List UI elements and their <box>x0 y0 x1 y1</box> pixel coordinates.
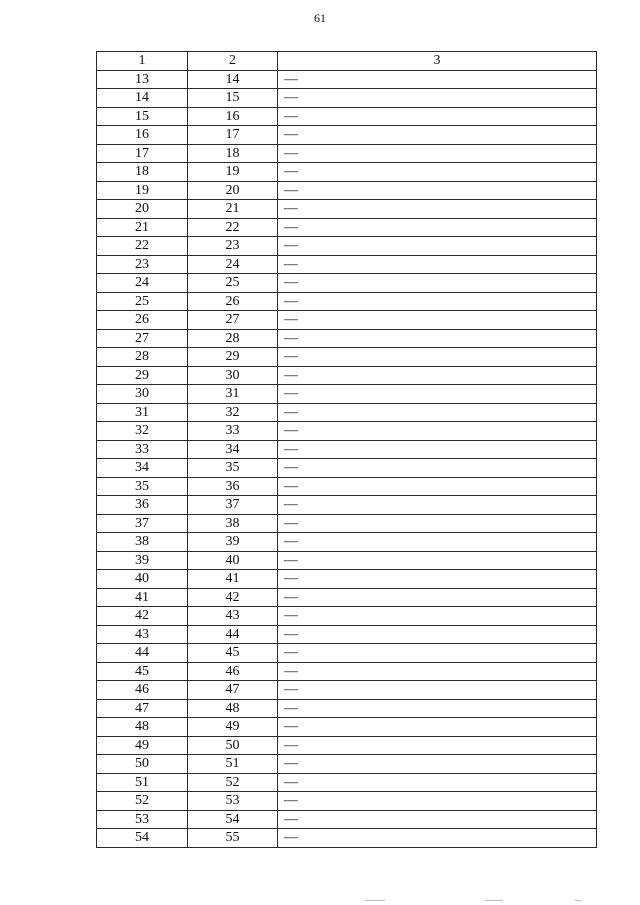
table-row <box>97 366 597 385</box>
row-cell-col2: 36 <box>188 477 278 496</box>
row-cell-col1: 31 <box>97 403 188 422</box>
row-cell-col1: 15 <box>97 107 188 126</box>
row-cell-col2: 41 <box>188 570 278 589</box>
row-cell-col1: 46 <box>97 681 188 700</box>
row-cell-col3: — <box>278 329 597 348</box>
row-cell-col2: 45 <box>188 644 278 663</box>
row-cell-col1: 23 <box>97 255 188 274</box>
table-row <box>97 533 597 552</box>
table-row <box>97 107 597 126</box>
row-cell-col2: 53 <box>188 792 278 811</box>
row-cell-col3: — <box>278 422 597 441</box>
row-cell-col3: — <box>278 681 597 700</box>
row-cell-col2: 55 <box>188 829 278 848</box>
table-body <box>97 70 597 847</box>
row-cell-col3: — <box>278 107 597 126</box>
row-cell-col2: 40 <box>188 551 278 570</box>
row-cell-col2: 26 <box>188 292 278 311</box>
table-row <box>97 70 597 89</box>
table-row <box>97 440 597 459</box>
table-row <box>97 311 597 330</box>
row-cell-col2: 44 <box>188 625 278 644</box>
table-row <box>97 792 597 811</box>
table-row <box>97 829 597 848</box>
row-cell-col3: — <box>278 200 597 219</box>
row-cell-col1: 25 <box>97 292 188 311</box>
page-number: 61 <box>314 11 326 25</box>
row-cell-col1: 13 <box>97 70 188 89</box>
row-cell-col1: 35 <box>97 477 188 496</box>
table-row <box>97 181 597 200</box>
table-row <box>97 810 597 829</box>
row-cell-col2: 23 <box>188 237 278 256</box>
row-cell-col1: 27 <box>97 329 188 348</box>
row-cell-col3: — <box>278 163 597 182</box>
table-row <box>97 625 597 644</box>
row-cell-col1: 34 <box>97 459 188 478</box>
row-cell-col3: — <box>278 496 597 515</box>
table-row <box>97 644 597 663</box>
row-cell-col3: — <box>278 718 597 737</box>
row-cell-col1: 29 <box>97 366 188 385</box>
row-cell-col2: 51 <box>188 755 278 774</box>
row-cell-col1: 51 <box>97 773 188 792</box>
table-row <box>97 422 597 441</box>
table-row <box>97 496 597 515</box>
row-cell-col2: 35 <box>188 459 278 478</box>
row-cell-col3: — <box>278 755 597 774</box>
row-cell-col2: 20 <box>188 181 278 200</box>
row-cell-col3: — <box>278 403 597 422</box>
row-cell-col1: 17 <box>97 144 188 163</box>
row-cell-col1: 30 <box>97 385 188 404</box>
table-row <box>97 255 597 274</box>
row-cell-col2: 21 <box>188 200 278 219</box>
row-cell-col1: 41 <box>97 588 188 607</box>
row-cell-col1: 22 <box>97 237 188 256</box>
row-cell-col3: — <box>278 366 597 385</box>
row-cell-col1: 19 <box>97 181 188 200</box>
row-cell-col1: 47 <box>97 699 188 718</box>
row-cell-col2: 54 <box>188 810 278 829</box>
row-cell-col3: — <box>278 662 597 681</box>
row-cell-col2: 37 <box>188 496 278 515</box>
row-cell-col1: 24 <box>97 274 188 293</box>
table-row <box>97 551 597 570</box>
row-cell-col1: 44 <box>97 644 188 663</box>
row-cell-col3: — <box>278 736 597 755</box>
row-cell-col3: — <box>278 181 597 200</box>
row-cell-col3: — <box>278 773 597 792</box>
row-cell-col2: 22 <box>188 218 278 237</box>
row-cell-col2: 28 <box>188 329 278 348</box>
row-cell-col2: 19 <box>188 163 278 182</box>
scan-artifacts <box>0 900 640 902</box>
table-row <box>97 385 597 404</box>
table-row <box>97 607 597 626</box>
row-cell-col2: 29 <box>188 348 278 367</box>
table-row <box>97 329 597 348</box>
column-header-2: 2 <box>188 52 278 71</box>
row-cell-col3: — <box>278 144 597 163</box>
row-cell-col1: 49 <box>97 736 188 755</box>
row-cell-col2: 47 <box>188 681 278 700</box>
row-cell-col3: — <box>278 292 597 311</box>
row-cell-col3: — <box>278 126 597 145</box>
row-cell-col3: — <box>278 477 597 496</box>
row-cell-col2: 14 <box>188 70 278 89</box>
column-header-3: 3 <box>278 52 597 71</box>
row-cell-col2: 32 <box>188 403 278 422</box>
row-cell-col2: 34 <box>188 440 278 459</box>
table-row <box>97 477 597 496</box>
row-cell-col1: 36 <box>97 496 188 515</box>
row-cell-col1: 38 <box>97 533 188 552</box>
row-cell-col2: 49 <box>188 718 278 737</box>
table-row <box>97 459 597 478</box>
column-header-1: 1 <box>97 52 188 71</box>
table-row <box>97 274 597 293</box>
row-cell-col1: 14 <box>97 89 188 108</box>
table-row <box>97 570 597 589</box>
row-cell-col3: — <box>278 570 597 589</box>
row-cell-col3: — <box>278 829 597 848</box>
row-cell-col3: — <box>278 625 597 644</box>
row-cell-col1: 18 <box>97 163 188 182</box>
row-cell-col3: — <box>278 237 597 256</box>
table-row <box>97 200 597 219</box>
row-cell-col3: — <box>278 699 597 718</box>
row-cell-col1: 50 <box>97 755 188 774</box>
row-cell-col2: 16 <box>188 107 278 126</box>
table-row <box>97 218 597 237</box>
row-cell-col1: 48 <box>97 718 188 737</box>
table-row <box>97 736 597 755</box>
row-cell-col2: 24 <box>188 255 278 274</box>
row-cell-col2: 43 <box>188 607 278 626</box>
row-cell-col2: 31 <box>188 385 278 404</box>
row-cell-col1: 39 <box>97 551 188 570</box>
table-row <box>97 681 597 700</box>
row-cell-col1: 16 <box>97 126 188 145</box>
table-row <box>97 126 597 145</box>
table-row <box>97 699 597 718</box>
table-row <box>97 144 597 163</box>
row-cell-col2: 39 <box>188 533 278 552</box>
row-cell-col1: 32 <box>97 422 188 441</box>
table-row <box>97 292 597 311</box>
row-cell-col3: — <box>278 644 597 663</box>
row-cell-col3: — <box>278 274 597 293</box>
row-cell-col3: — <box>278 533 597 552</box>
table-row <box>97 403 597 422</box>
table-row <box>97 588 597 607</box>
row-cell-col2: 42 <box>188 588 278 607</box>
table-row <box>97 348 597 367</box>
row-cell-col3: — <box>278 810 597 829</box>
row-cell-col1: 33 <box>97 440 188 459</box>
row-cell-col3: — <box>278 348 597 367</box>
row-cell-col1: 54 <box>97 829 188 848</box>
data-table <box>96 51 597 848</box>
table-row <box>97 163 597 182</box>
table-row <box>97 662 597 681</box>
row-cell-col2: 17 <box>188 126 278 145</box>
row-cell-col2: 30 <box>188 366 278 385</box>
row-cell-col3: — <box>278 440 597 459</box>
row-cell-col1: 21 <box>97 218 188 237</box>
row-cell-col2: 27 <box>188 311 278 330</box>
row-cell-col1: 42 <box>97 607 188 626</box>
row-cell-col3: — <box>278 255 597 274</box>
row-cell-col2: 50 <box>188 736 278 755</box>
table-row <box>97 89 597 108</box>
row-cell-col3: — <box>278 218 597 237</box>
row-cell-col2: 33 <box>188 422 278 441</box>
row-cell-col1: 53 <box>97 810 188 829</box>
row-cell-col1: 40 <box>97 570 188 589</box>
row-cell-col2: 46 <box>188 662 278 681</box>
row-cell-col3: — <box>278 70 597 89</box>
row-cell-col2: 48 <box>188 699 278 718</box>
row-cell-col2: 38 <box>188 514 278 533</box>
row-cell-col3: — <box>278 311 597 330</box>
row-cell-col1: 28 <box>97 348 188 367</box>
table-row <box>97 755 597 774</box>
row-cell-col3: — <box>278 607 597 626</box>
row-cell-col2: 52 <box>188 773 278 792</box>
table-header-row <box>97 52 597 71</box>
row-cell-col3: — <box>278 588 597 607</box>
row-cell-col3: — <box>278 385 597 404</box>
row-cell-col1: 20 <box>97 200 188 219</box>
row-cell-col1: 45 <box>97 662 188 681</box>
table-row <box>97 718 597 737</box>
table-row <box>97 514 597 533</box>
row-cell-col1: 52 <box>97 792 188 811</box>
row-cell-col3: — <box>278 514 597 533</box>
row-cell-col3: — <box>278 792 597 811</box>
row-cell-col3: — <box>278 89 597 108</box>
table-row <box>97 773 597 792</box>
row-cell-col1: 43 <box>97 625 188 644</box>
row-cell-col3: — <box>278 551 597 570</box>
row-cell-col3: — <box>278 459 597 478</box>
row-cell-col2: 15 <box>188 89 278 108</box>
table-row <box>97 237 597 256</box>
row-cell-col1: 37 <box>97 514 188 533</box>
row-cell-col2: 18 <box>188 144 278 163</box>
row-cell-col2: 25 <box>188 274 278 293</box>
row-cell-col1: 26 <box>97 311 188 330</box>
